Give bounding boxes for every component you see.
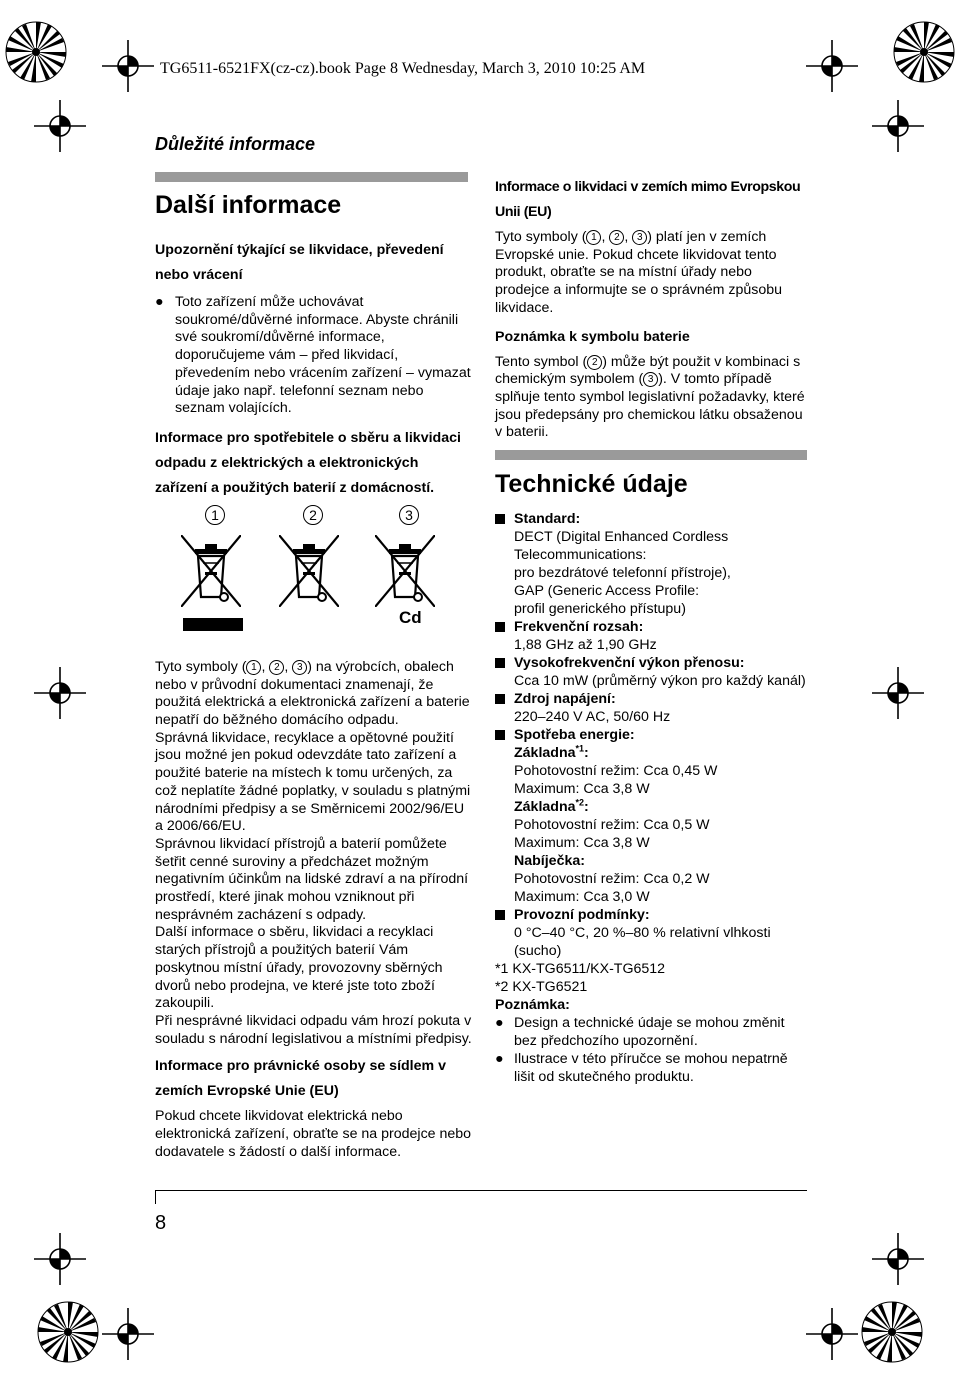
- registration-starburst-icon: [4, 20, 68, 84]
- info-paragraph: Další informace o sběru, likvidaci a recyklaci starých přístrojů a použitých baterií Vám poskytnou místní úřady, provozovny sběrných dvorů nebo prodejna, ve které jste toto zboží zakoupili.: [155, 924, 443, 1012]
- fine-paragraph: Při nesprávné likvidaci odpadu vám hrozí pokuta v souladu s národní legislativou a místními předpisy.: [155, 1012, 472, 1047]
- crossed-bin-icon: [279, 535, 339, 607]
- square-bullet-icon: [495, 910, 505, 920]
- recycling-paragraph: Správnou likvidací přístrojů a baterií pomůžete šetřit cenné suroviny a předcházet možným negativním účinkům na lidské zdraví a na přírodní prostředí, které jinak mohou vzniknout při nesprávném zacházení s odpady.: [155, 835, 469, 923]
- note-item: ● Ilustrace v této příručce se mohou nepatrně lišit od skutečného produktu.: [495, 1051, 788, 1085]
- footnote-2: *2 KX-TG6521: [495, 979, 588, 995]
- tech-heading-bar: [495, 450, 807, 460]
- section-title: Důležité informace: [155, 134, 316, 154]
- registration-crosshair-icon: [806, 40, 858, 92]
- crossed-bin-icon: [375, 535, 435, 607]
- tech-heading: Technické údaje: [495, 470, 688, 498]
- registration-starburst-icon: [860, 1300, 924, 1364]
- page-number: 8: [155, 1212, 167, 1234]
- registration-crosshair-icon: [872, 667, 924, 719]
- registration-crosshair-icon: [34, 1233, 86, 1285]
- spec-power-supply: Zdroj napájení: 220–240 V AC, 50/60 Hz: [495, 690, 807, 726]
- square-bullet-icon: [495, 694, 505, 704]
- tech-specs: [495, 510, 807, 1086]
- disposal-paragraph: Správná likvidace, recyklace a opětovné použití jsou možné jen pokud odevzdáte tato zařízení a použité baterie na místech k tomu určených, za což neplatíte žádné poplatky, v souladu s platnými národními předpisy a se Směrnicemi 2002/96/EU a 2006/66/EU.: [155, 729, 471, 835]
- disposal-bullet: [155, 294, 475, 418]
- page-heading: Další informace: [155, 191, 342, 219]
- footer-tick: [155, 1190, 156, 1204]
- bullet-icon: ●: [495, 1015, 504, 1031]
- square-bullet-icon: [495, 730, 505, 740]
- spec-operating: Provozní podmínky: 0 °C–40 °C, 20 %–80 % relativní vlhkosti (sucho): [495, 906, 807, 960]
- non-eu-text: Tyto symboly ( 1 , 2 , 3 ) platí jen v zemích Evropské unie. Pokud chcete likvidovat tento produkt, obraťte se na místní úřady nebo prodejce a informujte se o správném způsobu likvidace.: [495, 229, 783, 316]
- left-column: [155, 238, 475, 1162]
- symbol-label-3: 3: [399, 505, 419, 525]
- footnote-1: *1 KX-TG6511/KX-TG6512: [495, 961, 666, 977]
- registration-crosshair-icon: [34, 667, 86, 719]
- business-text: Pokud chcete likvidovat elektrická nebo elektronická zařízení, obraťte se na prodejce nebo dodavatele s žádostí o další informace.: [155, 1108, 472, 1160]
- battery-text: Tento symbol ( 2 ) může být použit v kombinaci s chemickým symbolem ( 3 ). V tomto případě splňuje tento symbol legislativní požadavky, které jsou předepsány pro chemickou látku obsaženou v baterii.: [495, 353, 805, 441]
- waste-symbols: [155, 505, 475, 643]
- spec-consumption: Spotřeba energie: Základna$^{*1}$: Pohotovostní režim: Cca 0,45 W Maximum: Cca 3,8 W Základna$^{*2}$: Pohotovostní režim: Cca 0,5 W Maximum: Cca 3,8 W Nabíječka: Pohotovostní režim: Cca 0,2 W Maximum: Cca 3,0 W: [495, 726, 807, 906]
- consumers-title: Informace pro spotřebitele o sběru a likvidaci odpadu z elektrických a elektronických zařízení a použitých baterií z domácností.: [155, 429, 461, 496]
- black-bar-symbol: [183, 618, 243, 631]
- registration-crosshair-icon: [34, 100, 86, 152]
- square-bullet-icon: [495, 622, 505, 632]
- registration-starburst-icon: [36, 1300, 100, 1364]
- spec-rf-power: Vysokofrekvenční výkon přenosu: Cca 10 mW (průměrný výkon pro každý kanál): [495, 654, 807, 690]
- registration-crosshair-icon: [872, 1233, 924, 1285]
- note-title: Poznámka:: [495, 997, 570, 1013]
- symbol-label-1: 1: [205, 505, 225, 525]
- crossed-bin-icon: [181, 535, 241, 607]
- registration-crosshair-icon: [102, 1308, 154, 1360]
- spec-frequency: Frekvenční rozsah: 1,88 GHz až 1,90 GHz: [495, 618, 807, 654]
- square-bullet-icon: [495, 514, 505, 524]
- bullet-icon: ●: [495, 1051, 504, 1067]
- symbols-paragraph: Tyto symboly ( 1 , 2 , 3 ) na výrobcích, obalech nebo v průvodní dokumentaci znamenají, že použitá elektrická a elektronická zařízení a baterie nepatří do běžného domácího odpadu.: [155, 658, 470, 729]
- print-header: TG6511-6521FX(cz-cz).book Page 8 Wednesday, March 3, 2010 10:25 AM: [160, 60, 646, 77]
- square-bullet-icon: [495, 658, 505, 668]
- non-eu-title: Informace o likvidaci v zemích mimo Evropskou Unii (EU): [495, 179, 801, 220]
- footer-rule: [155, 1190, 807, 1191]
- registration-crosshair-icon: [806, 1308, 858, 1360]
- registration-crosshair-icon: [102, 40, 154, 92]
- bullet-icon: ●: [155, 294, 164, 310]
- cd-chemical-symbol: Cd: [399, 607, 422, 627]
- business-title: Informace pro právnické osoby se sídlem v zemích Evropské Unie (EU): [155, 1058, 446, 1100]
- heading-bar: [155, 172, 468, 182]
- registration-crosshair-icon: [872, 100, 924, 152]
- right-column: [495, 175, 807, 442]
- disposal-title: Upozornění týkající se likvidace, převedení nebo vrácení: [155, 242, 444, 283]
- symbol-label-2: 2: [303, 505, 323, 525]
- registration-starburst-icon: [892, 20, 956, 84]
- battery-title: Poznámka k symbolu baterie: [495, 328, 690, 345]
- note-item: ● Design a technické údaje se mohou změnit bez předchozího upozornění.: [495, 1015, 785, 1049]
- spec-standard: Standard: DECT (Digital Enhanced Cordless Telecommunications: pro bezdrátové telefonní přístroje), GAP (Generic Access Profile: profil generického přístupu): [495, 510, 807, 618]
- disposal-bullet-text: Toto zařízení může uchovávat soukromé/důvěrné informace. Abyste chránili své soukromí/důvěrné informace, doporučujeme vám – před likvidací, převedením nebo vrácením zařízení – vymazat údaje jako např. telefonní seznam nebo seznam volajících.: [175, 294, 471, 417]
